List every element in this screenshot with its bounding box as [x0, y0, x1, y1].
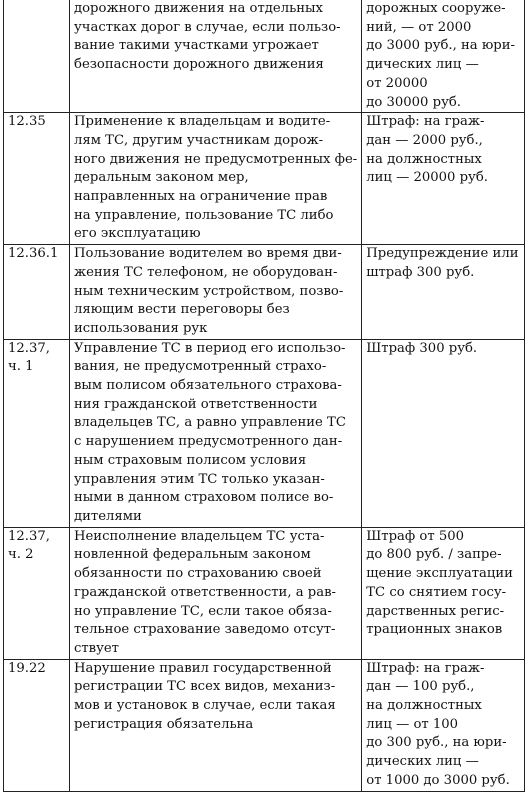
description-cell: Нарушение правил государственной регистрации ТС всех видов, механиз- мов и установок в случае, если такая регистрация обязательна	[70, 659, 362, 791]
penalty-cell: Штраф: на граж- дан — 100 руб., на должностных лиц — от 100 до 300 руб., на юри- дических лиц — от 1000 до 3000 руб.	[362, 659, 525, 791]
penalty-cell: Штраф 300 руб.	[362, 339, 525, 527]
description-cell: Применение к владельцам и водите- лям ТС, другим участникам дорож- ного движения не предусмотренных фе- деральным законом мер, направленных на ограничение прав на управление, пользование ТС либо его эксплуатацию	[70, 113, 362, 245]
penalty-cell: дорожных сооруже- ний, — от 2000 до 3000 руб., на юри- дических лиц — от 20000 до 30000 руб.	[362, 0, 525, 113]
offenses-table	[3, 0, 525, 792]
penalty-cell: Штраф: на граж- дан — 2000 руб., на должностных лиц — 20000 руб.	[362, 113, 525, 245]
table-row	[4, 0, 525, 113]
article-cell: 12.36.1	[4, 245, 70, 340]
penalty-cell: Штраф от 500 до 800 руб. / запре- щение эксплуатации ТС со снятием госу- дарственных регис- трационных знаков	[362, 527, 525, 659]
table-row	[4, 659, 525, 791]
article-cell: 12.37, ч. 1	[4, 339, 70, 527]
table-row	[4, 339, 525, 527]
article-cell	[4, 0, 70, 113]
table-row	[4, 113, 525, 245]
description-cell: Управление ТС в период его использо- вания, не предусмотренный страхо- вым полисом обязательного страхова- ния гражданской ответственности владельцев ТС, а равно управление ТС с нарушением предусмотренного дан- ным страховым полисом условия управления этим ТС только указан- ными в данном страховом полисе во- дителями	[70, 339, 362, 527]
table-row	[4, 527, 525, 659]
description-cell: Пользование водителем во время дви- жения ТС телефоном, не оборудован- ным техническим устройством, позво- ляющим вести переговоры без использования рук	[70, 245, 362, 340]
article-cell: 12.37, ч. 2	[4, 527, 70, 659]
description-cell: Неисполнение владельцем ТС уста- новленной федеральным законом обязанности по страхованию своей гражданской ответственности, а рав- но управление ТС, если такое обяза- тельное страхование заведомо отсут- ствует	[70, 527, 362, 659]
penalty-cell: Предупреждение или штраф 300 руб.	[362, 245, 525, 340]
table-row	[4, 245, 525, 340]
description-cell: дорожного движения на отдельных участках дорог в случае, если пользо- вание такими участками угрожает безопасности дорожного движения	[70, 0, 362, 113]
article-cell: 19.22	[4, 659, 70, 791]
article-cell: 12.35	[4, 113, 70, 245]
